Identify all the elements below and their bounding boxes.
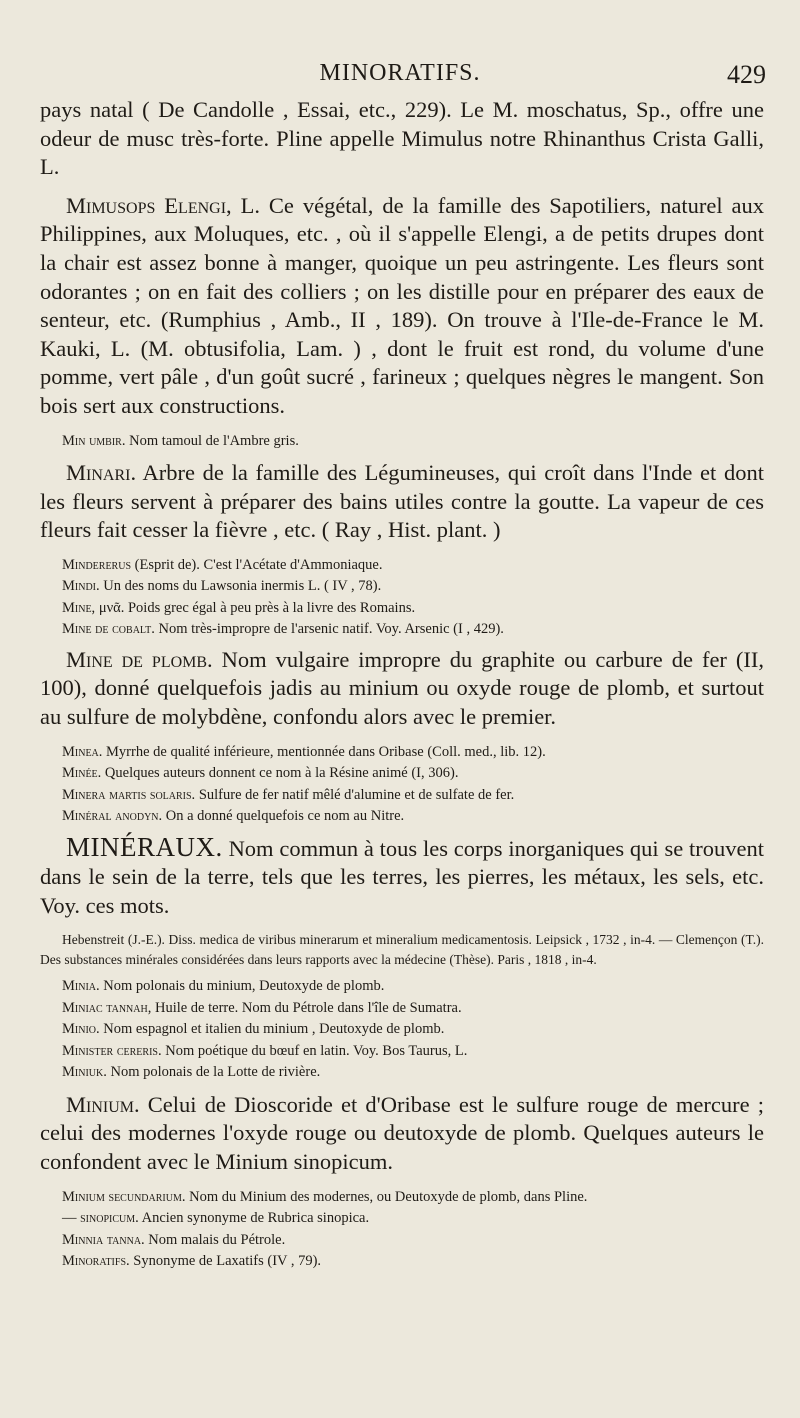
entry-minium-sinopicum: — sinopicum. Ancien synonyme de Rubrica sinopica.	[62, 1210, 370, 1227]
entry-minera-martis: Minera martis solaris. Sulfure de fer natif mêlé d'alumine et de sulfate de fer.	[62, 786, 515, 803]
entry-head: Minium secundarium.	[62, 1188, 186, 1205]
entry-mindererus: Mindererus (Esprit de). C'est l'Acétate d'Ammoniaque.	[62, 556, 383, 573]
entry-minium-secundarium: Minium secundarium. Nom du Minium des modernes, ou Deutoxyde de plomb, dans Pline.	[62, 1188, 588, 1205]
entry-minia: Minia. Nom polonais du minium, Deutoxyde de plomb.	[62, 978, 385, 995]
entry-head: MINÉRAUX.	[66, 831, 223, 862]
entry-min-umbir: Min umbir. Nom tamoul de l'Ambre gris.	[62, 432, 299, 449]
entry-head: Minia.	[62, 978, 100, 995]
entry-mindi: Mindi. Un des noms du Lawsonia inermis L. ( IV , 78).	[62, 578, 382, 595]
entry-head: Miniac tannah,	[62, 999, 152, 1016]
entry-head: Mine,	[62, 599, 96, 616]
entry-head: Mindererus	[62, 556, 132, 573]
entry-mineraux: MINÉRAUX. Nom commun à tous les corps inorganiques qui se trouvent dans le sein de la terre, tels que les terres, les pierres, les métaux, les sels, etc. Voy. ces mots.	[40, 831, 765, 918]
entry-minio: Minio. Nom espagnol et italien du minium , Deutoxyde de plomb.	[62, 1021, 445, 1038]
page-body	[40, 96, 764, 1273]
entry-minister-cereris: Minister cereris. Nom poétique du bœuf en latin. Voy. Bos Taurus, L.	[62, 1042, 468, 1059]
entry-head: Minée.	[62, 765, 102, 782]
entry-head: Minea.	[62, 743, 103, 760]
entry-minari: Minari. Arbre de la famille des Légumineuses, qui croît dans l'Inde et dont les fleurs servent à préparer des bains utiles contre la goutte. La vapeur de ces fleurs fait cesser la fièvre , etc. ( Ray , Hist. plant. )	[40, 460, 764, 543]
bibliography-mineraux: Hebenstreit (J.-E.). Diss. medica de viribus minerarum et mineralium medicamentosis. Leipsick , 1732 , in-4. — Clemençon (T.). Des substances minérales considérées dans leurs rapports avec la médecine (Thèse). Paris , 1818 , in-4.	[40, 932, 764, 968]
entry-head: — sinopicum.	[62, 1210, 139, 1227]
entry-miniac-tannah: Miniac tannah, Huile de terre. Nom du Pétrole dans l'île de Sumatra.	[62, 999, 462, 1016]
entry-head: Minera martis solaris.	[62, 786, 196, 803]
entry-mineral-anodyn: Minéral anodyn. On a donné quelquefois ce nom au Nitre.	[62, 808, 405, 825]
entry-mimulus-continuation: pays natal ( De Candolle , Essai, etc., 229). Le M. moschatus, Sp., offre une odeur de musc très-forte. Pline appelle Mimulus notre Rhinanthus Crista Galli, L.	[40, 97, 764, 180]
page-number: 429	[727, 60, 766, 89]
entry-head: Minister cereris.	[62, 1042, 162, 1059]
entry-mine-de-plomb: Mine de plomb. Nom vulgaire impropre du graphite ou carbure de fer (II, 100), donné quelquefois jadis au minium ou oxyde rouge de plomb, et surtout au sulfure de molybdène, confondu alors avec le premier.	[40, 646, 764, 729]
entry-mimusops: Mimusops Elengi, L. Ce végétal, de la famille des Sapotiliers, naturel aux Philippines, aux Moluques, etc. , où il s'appelle Elengi, a de petits drupes dont la chair est assez bonne à manger, quoique un peu astringente. Les fleurs sont odorantes ; on en fait des colliers ; on les distille pour en préparer des eaux de senteur, etc. (Rumphius , Amb., II , 189). On trouve à l'Ile-de-France le M. Kauki, L. (M. obtusifolia, Lam. ) , dont le fruit est rond, du volume d'une pomme, vert pâle , d'un goût sucré , farineux ; quelques nègres le mangent. Son bois sert aux constructions.	[40, 192, 764, 418]
entry-head: Min umbir.	[62, 432, 126, 449]
entry-head: Mindi.	[62, 578, 100, 595]
entry-head: Minium.	[66, 1091, 140, 1117]
entry-minee: Minée. Quelques auteurs donnent ce nom à la Résine animé (I, 306).	[62, 765, 459, 782]
entry-head: Minoratifs.	[62, 1253, 130, 1270]
entry-head: Miniuk.	[62, 1064, 107, 1081]
page-header	[0, 60, 800, 100]
entry-mine-de-cobalt: Mine de cobalt. Nom très-impropre de l'arsenic natif. Voy. Arsenic (I , 429).	[62, 621, 504, 638]
entry-head: Minari.	[66, 460, 137, 486]
entry-minoratifs: Minoratifs. Synonyme de Laxatifs (IV , 79).	[62, 1253, 322, 1270]
entry-head: Mimusops Elengi	[66, 192, 227, 218]
entry-minnia-tanna: Minnia tanna. Nom malais du Pétrole.	[62, 1231, 286, 1248]
entry-miniuk: Miniuk. Nom polonais de la Lotte de rivière.	[62, 1064, 321, 1081]
entry-minium: Minium. Celui de Dioscoride et d'Oribase est le sulfure rouge de mercure ; celui des modernes l'oxyde rouge ou deutoxyde de plomb. Quelques auteurs le confondent avec le Minium sinopicum.	[40, 1091, 764, 1175]
entry-minea: Minea. Myrrhe de qualité inférieure, mentionnée dans Oribase (Coll. med., lib. 12).	[62, 743, 546, 760]
entry-head: Mine de plomb.	[66, 646, 213, 672]
entry-head: Minéral anodyn.	[62, 808, 163, 825]
entry-head: Minnia tanna.	[62, 1231, 145, 1248]
running-title: MINORATIFS.	[319, 60, 481, 86]
entry-head: Mine de cobalt.	[62, 621, 155, 638]
entry-head: Minio.	[62, 1021, 100, 1038]
entry-mine: Mine, μνᾶ. Poids grec égal à peu près à la livre des Romains.	[62, 599, 416, 616]
